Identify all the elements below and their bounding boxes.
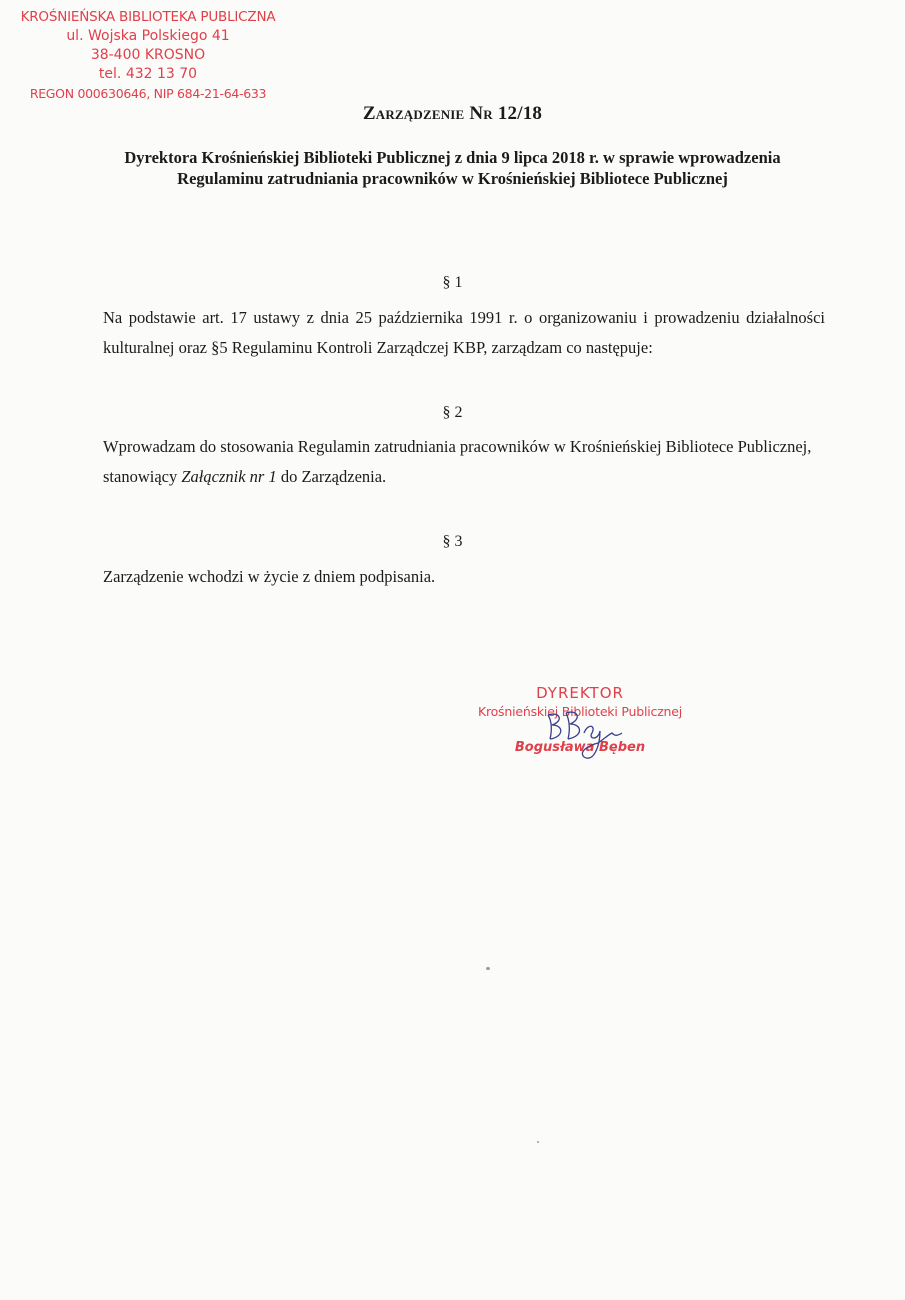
- signature-name: Bogusława Bęben: [514, 740, 646, 755]
- title-prefix: Zarządzenie Nr: [362, 103, 493, 124]
- library-stamp: [18, 8, 278, 103]
- section-1-sign: § 1: [442, 274, 463, 291]
- section-2-text: [103, 432, 825, 492]
- document-subtitle: Dyrektora Krośnieńskiej Biblioteki Publicznej z dnia 9 lipca 2018 r. w sprawie wprowadzenia Regulaminu zatrudniania pracowników w Krośnieńskiej Bibliotece Publicznej: [124, 148, 781, 188]
- document-title: [0, 103, 905, 125]
- section-1-text: Na podstawie art. 17 ustawy z dnia 25 października 1991 r. o organizowaniu i prowadzeniu działalności kulturalnej oraz §5 Regulaminu Kontroli Zarządczej KBP, zarządzam co następuje:: [103, 308, 825, 357]
- signature-title: DYREKTOR: [536, 684, 624, 702]
- stamp-line-regon: REGON 000630646, NIP 684-21-64-633: [29, 86, 267, 101]
- paper-speck: [537, 1141, 539, 1143]
- director-signature-stamp: [470, 683, 690, 757]
- stamp-line-street: ul. Wojska Polskiego 41: [66, 28, 230, 44]
- section-2-sign: § 2: [442, 404, 463, 421]
- stamp-line-phone: tel. 432 13 70: [98, 66, 198, 82]
- stamp-line-name: KROŚNIEŃSKA BIBLIOTEKA PUBLICZNA: [20, 9, 276, 25]
- paper-speck: [486, 967, 490, 970]
- section-3-sign: § 3: [442, 533, 463, 550]
- attachment-reference: Załącznik nr 1: [181, 467, 277, 486]
- section-2-text-after: do Zarządzenia.: [276, 467, 387, 486]
- title-number: 12/18: [497, 103, 543, 124]
- signature-institution: Krośnieńskiej Biblioteki Publicznej: [477, 704, 683, 719]
- section-3-text: Zarządzenie wchodzi w życie z dniem podpisania.: [103, 567, 436, 586]
- section-2-text-before: Wprowadzam do stosowania Regulamin zatrudniania pracowników w Krośnieńskiej Bibliotece Publicznej, stanowiący: [103, 437, 812, 486]
- stamp-line-city: 38-400 KROSNO: [90, 47, 206, 63]
- handwritten-signature: [538, 705, 628, 767]
